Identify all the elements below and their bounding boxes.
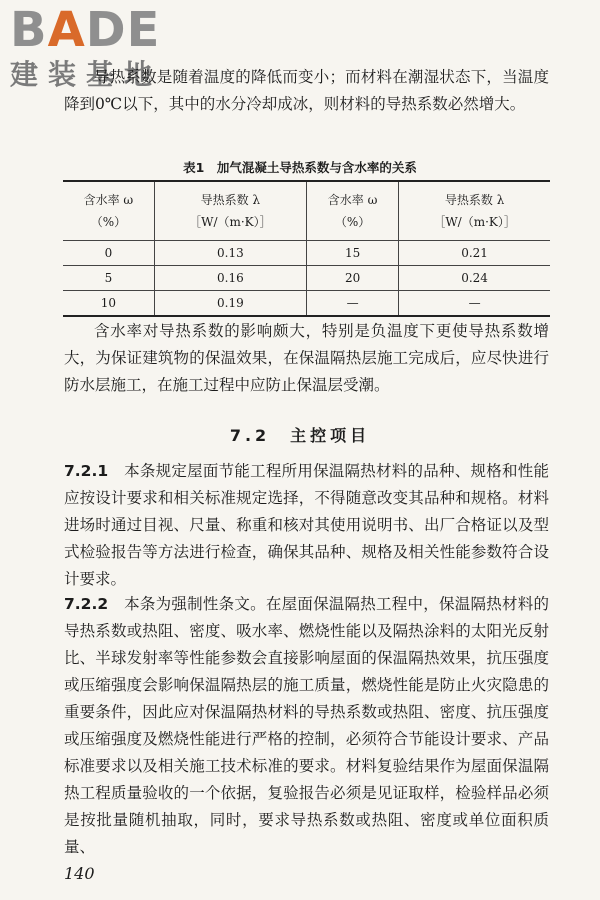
table-row	[63, 266, 550, 291]
table-header-row	[63, 181, 550, 241]
table-cell: 0.21	[399, 241, 550, 266]
table-cell: —	[306, 291, 398, 317]
table-cell: 0.13	[154, 241, 306, 266]
table-cell: 0	[63, 241, 154, 266]
logo-subtitle: 建装基地	[10, 58, 163, 91]
paragraph-moisture-effect: 含水率对导热系数的影响颇大，特别是负温度下更使导热系数增大，为保证建筑物的保温效果，在保温隔热层施工完成后，应尽快进行防水层施工，在施工过程中应防止保温层受潮。	[64, 322, 549, 394]
paragraph-thermal-conductivity: 导热系数是随着温度的降低而变小；而材料在潮湿状态下，当温度降到0℃以下，其中的水分冷却成冰，则材料的导热系数必然增大。	[64, 68, 549, 113]
table-cell: 10	[63, 291, 154, 317]
table-cell: 15	[306, 241, 398, 266]
clause-7-2-2	[64, 591, 549, 861]
header-moisture-2: 含水率 ω （%）	[306, 181, 398, 241]
section-heading: 7.2 主控项目	[229, 426, 371, 445]
clause-number: 7.2.1	[64, 462, 109, 480]
table-cell: 0.24	[399, 266, 550, 291]
table-row	[63, 291, 550, 317]
page-number: 140	[64, 864, 95, 883]
table-cell: 20	[306, 266, 398, 291]
header-conductivity-1: 导热系数 λ ［W/（m·K）］	[154, 181, 306, 241]
clause-text: 本条规定屋面节能工程所用保温隔热材料的品种、规格和性能应按设计要求和相关标准规定选择，不得随意改变其品种和规格。材料进场时通过目视、尺量、称重和核对其使用说明书、出厂合格证以及型式检验报告等方法进行检查，确保其品种、规格及相关性能参数符合设计要求。	[64, 462, 549, 588]
table-row	[63, 241, 550, 266]
table-cell: 0.19	[154, 291, 306, 317]
table-cell: —	[399, 291, 550, 317]
table-title: 表1 加气混凝土导热系数与含水率的关系	[183, 160, 417, 175]
table-cell: 5	[63, 266, 154, 291]
clause-7-2-1	[64, 458, 549, 593]
conductivity-table	[63, 180, 550, 317]
header-conductivity-2: 导热系数 λ ［W/（m·K）］	[399, 181, 550, 241]
logo-wordmark: BADE	[10, 2, 161, 58]
table-cell: 0.16	[154, 266, 306, 291]
header-moisture-1: 含水率 ω （%）	[63, 181, 154, 241]
clause-text: 本条为强制性条文。在屋面保温隔热工程中，保温隔热材料的导热系数或热阻、密度、吸水率、燃烧性能以及隔热涂料的太阳光反射比、半球发射率等性能参数会直接影响屋面的保温隔热效果，抗压强度或压缩强度会影响保温隔热层的施工质量，燃烧性能是防止火灾隐患的重要条件，因此应对保温隔热材料的导热系数或热阻、密度、抗压强度或压缩强度及燃烧性能进行严格的控制，必须符合节能设计要求、产品标准要求以及相关施工技术标准的要求。材料复验结果作为屋面保温隔热工程质量验收的一个依据，复验报告必须是见证取样，检验样品必须是按批量随机抽取，同时，要求导热系数或热阻、密度或单位面积质量、	[64, 595, 549, 856]
clause-number: 7.2.2	[64, 595, 109, 613]
